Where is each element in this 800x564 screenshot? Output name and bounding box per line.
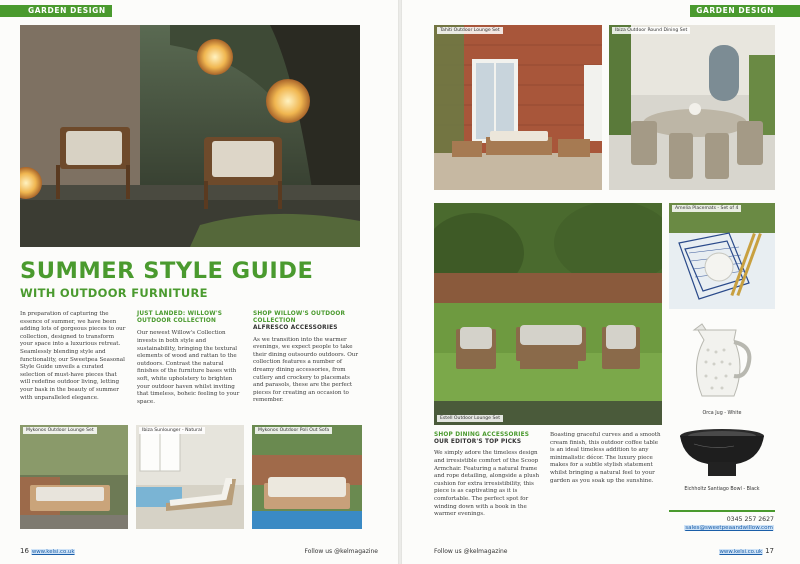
right-page-number: 17 [765, 547, 774, 555]
alfresco-column [253, 311, 361, 405]
willow-collection-kicker: JUST LANDED: WILLOW'S OUTDOOR COLLECTION [137, 311, 223, 325]
contact-email[interactable]: sales@sweetpeaandwillow.com [685, 525, 773, 531]
coffee-table-column [550, 432, 662, 485]
mykonos-lounge-photo [20, 425, 128, 529]
ibiza-dining-photo [609, 25, 775, 190]
section-label-right: GARDEN DESIGN [690, 5, 800, 17]
page-subheadline: WITH OUTDOOR FURNITURE [20, 286, 208, 300]
estell-caption: Estell Outdoor Lounge Set [437, 415, 503, 422]
dining-accessories-kicker: SHOP DINING ACCESSORIES [434, 432, 530, 438]
ibiza-sunlounger-photo [136, 425, 244, 529]
editors-picks-kicker: OUR EDITOR'S TOP PICKS [434, 439, 522, 446]
estell-lounge-photo [434, 203, 662, 425]
ibiza-dining-caption: Ibiza Outdoor Round Dining Set [612, 27, 690, 34]
mykonos-sofa-caption: Mykonos Outdoor Poli Out Sofa [255, 427, 332, 434]
contact-rule [669, 510, 775, 512]
orca-jug-photo [676, 316, 766, 406]
santiago-bowl-label: Eichholtz Santiago Bowl - Black [684, 487, 760, 492]
right-footer-url[interactable]: www.kelsi.co.uk [719, 549, 763, 555]
contact-phone: 0345 257 2627 [726, 516, 774, 523]
alfresco-kicker: ALFRESCO ACCESSORIES [253, 325, 338, 332]
tahiti-lounge-photo [434, 25, 602, 190]
scoop-armchair-body: We simply adore the timeless design and irresistible comfort of the Scoop Armchair. Featuring a natural frame and rope detailing, alongside a plush cushion for extra irresistibility, this piece is as captivating as it is comfortable. The perfect spot for winding down with a book in the warmer evenings. [434, 450, 540, 518]
mykonos-sofa-photo [252, 425, 362, 529]
alfresco-body: As we transition into the warmer evenings, we expect people to take their dining outsourdo outdoors. Our collection features a number of dreamy dining accessories, from cutlery and crockery to placemats and parasols, these are the perfect pieces for creating an occasion to remember. [253, 336, 359, 404]
left-page-number: 16 [20, 547, 29, 555]
shop-willow-kicker: SHOP WILLOW'S OUTDOOR COLLECTION [253, 311, 346, 325]
left-footer-url[interactable]: www.kelsi.co.uk [31, 549, 75, 555]
right-footer-follow: Follow us @kelmagazine [434, 548, 508, 555]
ibiza-sunlounger-caption: Ibiza Sunlounger - Natural [139, 427, 205, 434]
santiago-bowl-photo [674, 426, 770, 482]
tahiti-caption: Tahiti Outdoor Lounge Set [437, 27, 503, 34]
willow-collection-body: Our newest Willow's Collection invests in both style and sustainability, bringing the textural elements of wood and rattan to the outdoors. Contrast the natural finishes of the furniture bases with soft, white upholstery to brighten your outdoor haven whilst inviting that timeless, boheic feeling to your space. [137, 330, 240, 405]
amelia-placemats-photo [669, 203, 775, 309]
mykonos-lounge-caption: Mykonos Outdoor Lounge Set [23, 427, 97, 434]
left-footer-follow: Follow us @kelmagazine [304, 548, 378, 555]
left-page [0, 0, 398, 564]
orca-jug-label: Orca Jug - White [702, 411, 742, 416]
left-footer-folio [20, 547, 75, 555]
right-footer-folio [719, 547, 774, 555]
section-label: GARDEN DESIGN [0, 5, 112, 17]
coffee-table-body: Boasting graceful curves and a smooth cream finish, this outdoor coffee table is an ideal timeless addition to any minimalistic décor. The luxury piece makes for a subtle stylish statement whilst bringing a natural feel to your garden as you soak up the sunshine. [550, 432, 661, 484]
right-page [402, 0, 800, 564]
amelia-caption: Amelia Placemats - Set of 4 [672, 205, 741, 212]
dining-accessories-column [434, 432, 542, 519]
hero-photo [20, 25, 360, 247]
willow-collection-column [137, 311, 245, 406]
page-headline: SUMMER STYLE GUIDE [20, 258, 314, 284]
intro-paragraph: In preparation of capturing the essence of summer, we have been adding lots of gorgeous pieces to our collection, designed to transform your space into a luxurious retreat. Seamlessly blending style and functionality, our Sweetpea Seasonal Style Guide unveils a curated selection of must-have pieces that will redefine outdoor living, letting your bask in the beauty of summer with unparalleled elegance. [20, 311, 126, 401]
